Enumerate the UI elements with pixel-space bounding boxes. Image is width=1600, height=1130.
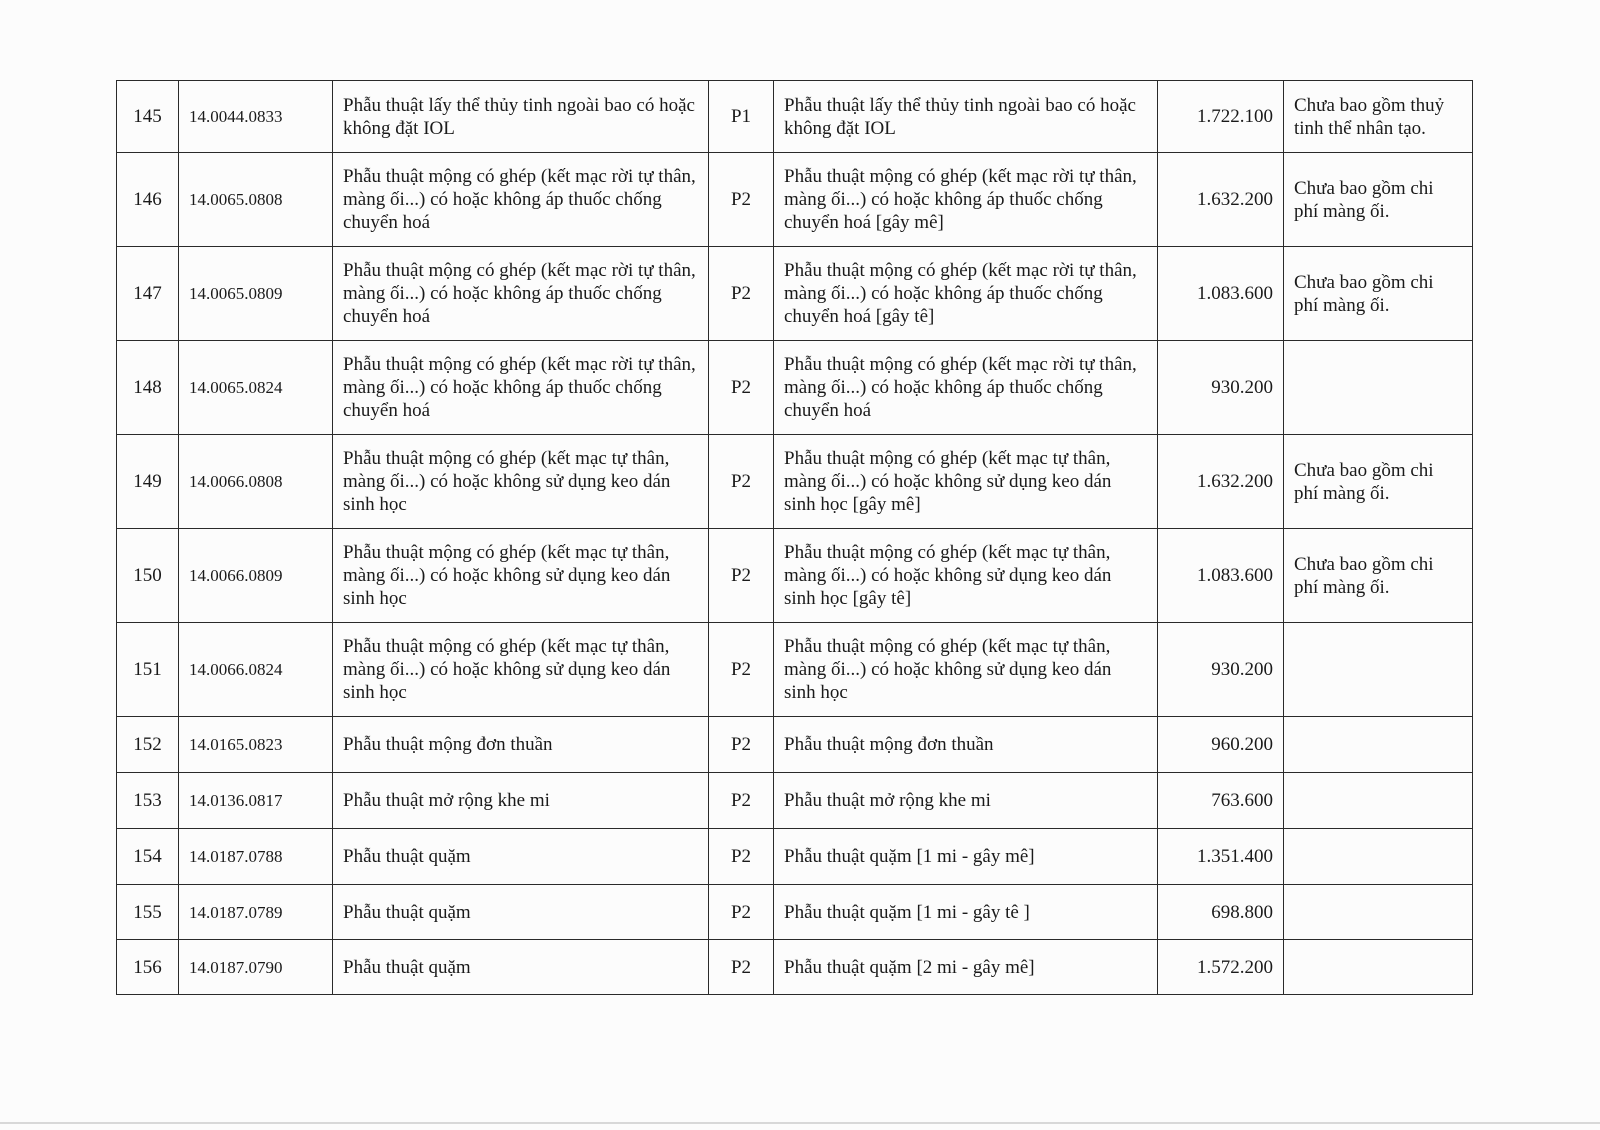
- table-row: [117, 153, 1473, 247]
- row-number: 151: [117, 623, 179, 717]
- priced-service-name: Phẫu thuật mộng có ghép (kết mạc tự thân, màng ối...) có hoặc không sử dụng keo dán sinh học [gây mê]: [774, 435, 1158, 529]
- procedure-type: P2: [709, 623, 774, 717]
- procedure-type: P2: [709, 717, 774, 773]
- service-code: 14.0065.0809: [179, 247, 333, 341]
- service-code: 14.0065.0808: [179, 153, 333, 247]
- service-code: 14.0066.0824: [179, 623, 333, 717]
- note: [1284, 885, 1473, 940]
- service-name: Phẫu thuật mộng có ghép (kết mạc rời tự thân, màng ối...) có hoặc không áp thuốc chống chuyển hoá: [333, 153, 709, 247]
- price: 1.083.600: [1158, 247, 1284, 341]
- priced-service-name: Phẫu thuật mộng có ghép (kết mạc rời tự thân, màng ối...) có hoặc không áp thuốc chống chuyển hoá [gây tê]: [774, 247, 1158, 341]
- service-code: 14.0136.0817: [179, 773, 333, 829]
- priced-service-name: Phẫu thuật mở rộng khe mi: [774, 773, 1158, 829]
- service-code: 14.0066.0809: [179, 529, 333, 623]
- service-name: Phẫu thuật lấy thể thủy tinh ngoài bao có hoặc không đặt IOL: [333, 81, 709, 153]
- note: Chưa bao gồm thuỷ tinh thể nhân tạo.: [1284, 81, 1473, 153]
- service-name: Phẫu thuật mộng có ghép (kết mạc rời tự thân, màng ối...) có hoặc không áp thuốc chống chuyển hoá: [333, 247, 709, 341]
- fee-table: [116, 80, 1473, 995]
- priced-service-name: Phẫu thuật quặm [1 mi - gây mê]: [774, 829, 1158, 885]
- price: 930.200: [1158, 623, 1284, 717]
- procedure-type: P2: [709, 247, 774, 341]
- price: 1.632.200: [1158, 153, 1284, 247]
- page-edge-divider: [0, 1122, 1600, 1124]
- note: [1284, 773, 1473, 829]
- priced-service-name: Phẫu thuật mộng đơn thuần: [774, 717, 1158, 773]
- row-number: 155: [117, 885, 179, 940]
- procedure-type: P2: [709, 529, 774, 623]
- service-code: 14.0187.0790: [179, 940, 333, 995]
- table-row: [117, 341, 1473, 435]
- service-code: 14.0187.0788: [179, 829, 333, 885]
- priced-service-name: Phẫu thuật lấy thể thủy tinh ngoài bao có hoặc không đặt IOL: [774, 81, 1158, 153]
- table-row: [117, 247, 1473, 341]
- note: Chưa bao gồm chi phí màng ối.: [1284, 247, 1473, 341]
- procedure-type: P2: [709, 940, 774, 995]
- service-code: 14.0044.0833: [179, 81, 333, 153]
- price: 698.800: [1158, 885, 1284, 940]
- price: 1.632.200: [1158, 435, 1284, 529]
- table-row: [117, 885, 1473, 940]
- priced-service-name: Phẫu thuật mộng có ghép (kết mạc tự thân, màng ối...) có hoặc không sử dụng keo dán sinh học: [774, 623, 1158, 717]
- row-number: 149: [117, 435, 179, 529]
- table-row: [117, 623, 1473, 717]
- table-row: [117, 829, 1473, 885]
- note: Chưa bao gồm chi phí màng ối.: [1284, 435, 1473, 529]
- table-row: [117, 81, 1473, 153]
- note: [1284, 341, 1473, 435]
- procedure-type: P2: [709, 885, 774, 940]
- note: Chưa bao gồm chi phí màng ối.: [1284, 529, 1473, 623]
- price: 960.200: [1158, 717, 1284, 773]
- table-row: [117, 940, 1473, 995]
- priced-service-name: Phẫu thuật quặm [1 mi - gây tê ]: [774, 885, 1158, 940]
- service-code: 14.0066.0808: [179, 435, 333, 529]
- service-name: Phẫu thuật mở rộng khe mi: [333, 773, 709, 829]
- priced-service-name: Phẫu thuật quặm [2 mi - gây mê]: [774, 940, 1158, 995]
- row-number: 152: [117, 717, 179, 773]
- price: 1.083.600: [1158, 529, 1284, 623]
- table-row: [117, 435, 1473, 529]
- service-name: Phẫu thuật mộng đơn thuần: [333, 717, 709, 773]
- row-number: 146: [117, 153, 179, 247]
- service-name: Phẫu thuật mộng có ghép (kết mạc tự thân, màng ối...) có hoặc không sử dụng keo dán sinh học: [333, 435, 709, 529]
- priced-service-name: Phẫu thuật mộng có ghép (kết mạc rời tự thân, màng ối...) có hoặc không áp thuốc chống chuyển hoá: [774, 341, 1158, 435]
- service-code: 14.0187.0789: [179, 885, 333, 940]
- row-number: 145: [117, 81, 179, 153]
- priced-service-name: Phẫu thuật mộng có ghép (kết mạc tự thân, màng ối...) có hoặc không sử dụng keo dán sinh học [gây tê]: [774, 529, 1158, 623]
- service-name: Phẫu thuật quặm: [333, 940, 709, 995]
- price: 1.351.400: [1158, 829, 1284, 885]
- table-row: [117, 773, 1473, 829]
- note: [1284, 623, 1473, 717]
- row-number: 153: [117, 773, 179, 829]
- row-number: 147: [117, 247, 179, 341]
- note: Chưa bao gồm chi phí màng ối.: [1284, 153, 1473, 247]
- procedure-type: P2: [709, 773, 774, 829]
- service-code: 14.0065.0824: [179, 341, 333, 435]
- procedure-type: P2: [709, 341, 774, 435]
- row-number: 150: [117, 529, 179, 623]
- price: 1.722.100: [1158, 81, 1284, 153]
- service-name: Phẫu thuật mộng có ghép (kết mạc rời tự thân, màng ối...) có hoặc không áp thuốc chống chuyển hoá: [333, 341, 709, 435]
- procedure-type: P1: [709, 81, 774, 153]
- service-name: Phẫu thuật mộng có ghép (kết mạc tự thân, màng ối...) có hoặc không sử dụng keo dán sinh học: [333, 623, 709, 717]
- service-name: Phẫu thuật mộng có ghép (kết mạc tự thân, màng ối...) có hoặc không sử dụng keo dán sinh học: [333, 529, 709, 623]
- service-code: 14.0165.0823: [179, 717, 333, 773]
- table-row: [117, 717, 1473, 773]
- note: [1284, 717, 1473, 773]
- row-number: 148: [117, 341, 179, 435]
- procedure-type: P2: [709, 435, 774, 529]
- service-name: Phẫu thuật quặm: [333, 829, 709, 885]
- note: [1284, 829, 1473, 885]
- note: [1284, 940, 1473, 995]
- priced-service-name: Phẫu thuật mộng có ghép (kết mạc rời tự thân, màng ối...) có hoặc không áp thuốc chống chuyển hoá [gây mê]: [774, 153, 1158, 247]
- price: 1.572.200: [1158, 940, 1284, 995]
- procedure-type: P2: [709, 153, 774, 247]
- row-number: 156: [117, 940, 179, 995]
- price: 930.200: [1158, 341, 1284, 435]
- row-number: 154: [117, 829, 179, 885]
- price: 763.600: [1158, 773, 1284, 829]
- service-name: Phẫu thuật quặm: [333, 885, 709, 940]
- fee-table-body: [117, 81, 1473, 995]
- table-row: [117, 529, 1473, 623]
- procedure-type: P2: [709, 829, 774, 885]
